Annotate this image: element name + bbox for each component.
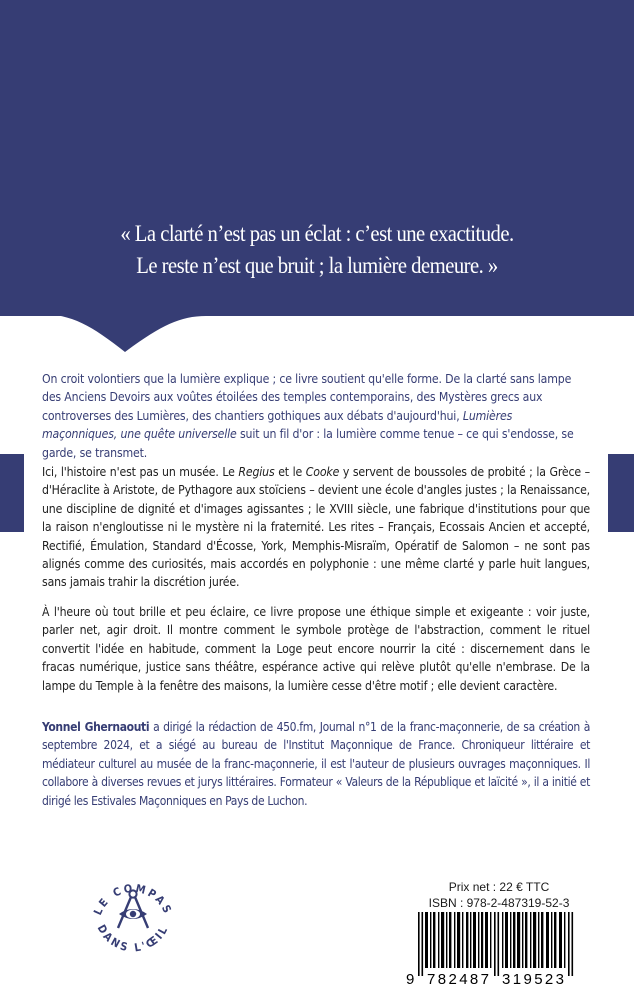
regius-title: Regius <box>238 465 275 479</box>
price-line: Prix net : 22 € TTC <box>448 880 550 894</box>
text: suit un fil d'or : la lumière comme tenue – ce qui s'endosse, se garde, se transmet. <box>42 427 574 460</box>
text: et le <box>274 465 306 479</box>
quote-line-1: « La clarté n’est pas un éclat : c’est une exactitude. <box>120 221 514 246</box>
logo-bottom-text: DANS L'ŒIL <box>94 922 172 955</box>
text: y servent de boussoles de probité ; la Grèce – d'Héraclite à Aristote, de Pythagore aux stoïciens – devient une école d'angles justes ; la Renaissance, une discipline de dignité et d'images agissantes ; le XVIII siècle, une fabrique d'institutions pour que la raison n'engloutisse ni le mystère ni la fraternité. Les rites – Français, Ecossais Ancien et accepté, Rectifié, Émulation, Standard d'Écosse, York, Memphis-Misraïm, Opératif de Salomon – ne sont pas alignés comme des curiosités, mais accordés en polyphonie : une même clarté y parle huit langues, sans jamais trahir la discrétion jurée. <box>42 465 590 590</box>
author-bio <box>42 718 590 810</box>
barcode-group-2: 319523 <box>502 971 564 988</box>
isbn-barcode <box>404 912 594 988</box>
blurb-paragraph-ethics: À l'heure où tout brille et peu éclaire, ce livre propose une éthique simple et exigeante : voir juste, parler net, agir droit. Il montre comment le symbole protège de l'abstraction, comment le rituel convertit l'idée en habitude, comment la Loge peut encore nourrir la cité : discernement dans le fracas numérique, justice sans théâtre, espérance active qui relève plutôt qu'elle n'embrase. De la lampe du Temple à la fenêtre des maisons, la lumière cesse d'être motif ; elle devient caractère. <box>42 605 590 693</box>
author-name: Yonnel Ghernaouti <box>42 720 150 734</box>
quote-line-2: Le reste n’est que bruit ; la lumière demeure. » <box>136 253 498 278</box>
bio-text: a dirigé la rédaction de 450.fm, Journal n°1 de la franc-maçonnerie, de sa création à septembre 2024, et a siégé au bureau de l'Institut Maçonnique de France. Chroniqueur littéraire et médiateur culturel au musée de la franc-maçonnerie, il est l'auteur de plusieurs ouvrages maçonniques. Il collabore à diverses revues et jurys littéraires. Formateur « Valeurs de la République et laïcité », il a initié et dirigé les Estivales Maçonniques en Pays de Luchon. <box>42 720 591 808</box>
text: On croit volontiers que la lumière explique ; ce livre soutient qu'elle forme. De la clarté sans lampe des Anciens Devoirs aux voûtes étoilées des temples contemporains, des Mystères grecs aux controverses des Lumières, des chantiers gothiques aux débats d'aujourd'hui, <box>42 372 572 423</box>
cooke-title: Cooke <box>305 465 340 479</box>
banner-pointer-tab <box>0 312 634 356</box>
book-title: Lumières maçonniques, une quête universelle <box>42 408 513 442</box>
price-block <box>400 879 598 911</box>
logo-top-text: LE COMPAS <box>91 881 175 918</box>
blurb-paragraph-intro <box>42 370 590 462</box>
publisher-logo <box>88 866 178 956</box>
barcode-group-1: 782487 <box>427 971 489 988</box>
isbn-line: ISBN : 978-2-487319-52-3 <box>428 896 570 910</box>
right-edge-tab <box>608 454 634 532</box>
text: Ici, l'histoire n'est pas un musée. Le <box>42 465 239 479</box>
pull-quote <box>0 218 634 282</box>
left-edge-tab <box>0 454 24 532</box>
svg-text:DANS L'ŒIL <box>95 922 172 954</box>
blurb-paragraph-history <box>42 463 590 592</box>
barcode-lead-digit: 9 <box>406 971 415 988</box>
